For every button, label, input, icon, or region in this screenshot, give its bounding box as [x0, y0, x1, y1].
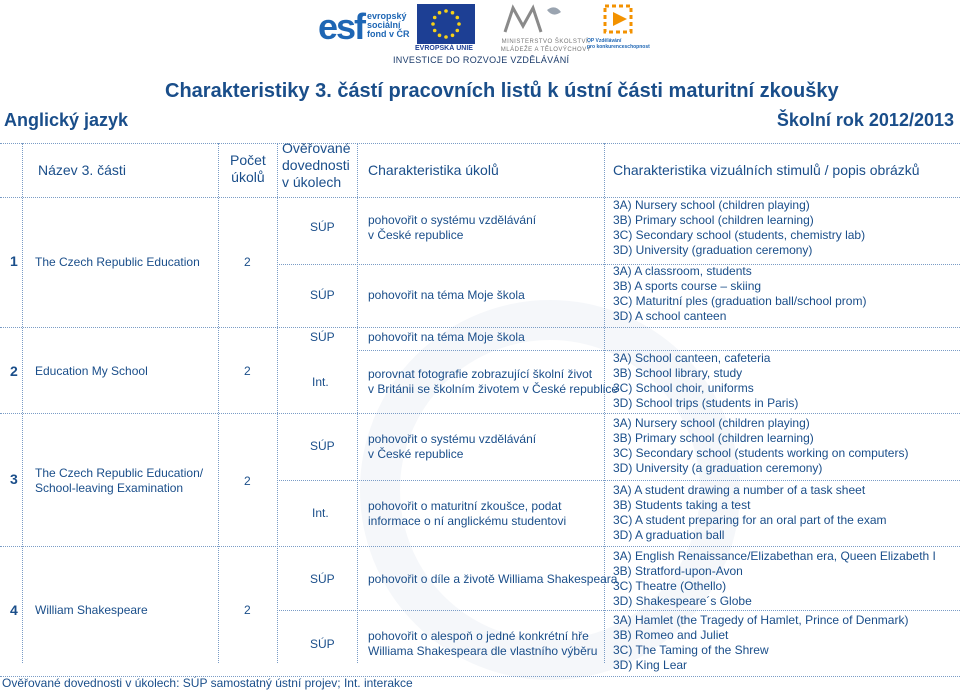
visual-description: 3A) Hamlet (the Tragedy of Hamlet, Prince of Denmark) 3B) Romeo and Juliet 3C) The Taming of the Shrew 3D) King Lear — [613, 613, 909, 672]
task-skill: Int. — [312, 375, 329, 389]
col-header-skills: Ověřované dovednosti v úkolech — [282, 140, 351, 190]
task-description: pohovořit o maturitní zkoušce, podat informace o ní anglickému studentovi — [368, 499, 567, 528]
row-count: 2 — [244, 255, 251, 269]
visual-description: 3A) A student drawing a number of a task sheet 3B) Students taking a test 3C) A student preparing for an oral part of the exam 3D) A graduation ball — [613, 483, 887, 542]
op-text: OP Vzdělávání pro konkurenceschopnost — [587, 38, 650, 50]
grid-line — [0, 327, 960, 328]
esf-logo-text: evropský sociální fond v ČR — [367, 11, 410, 39]
col-header-count: Počet úkolů — [230, 152, 266, 185]
visual-description: 3A) English Renaissance/Elizabethan era, Queen Elizabeth I 3B) Stratford-upon-Avon 3C) Theatre (Othello) 3D) Shakespeare´s Globe — [613, 549, 936, 608]
task-skill: SÚP — [310, 439, 335, 453]
visual-description: 3A) Nursery school (children playing) 3B) Primary school (children learning) 3C) Secondary school (students working on computers) 3D) University (a graduation ceremony) — [613, 416, 909, 475]
task-skill: SÚP — [310, 637, 335, 651]
footer-legend: Ověřované dovednosti v úkolech: SÚP samostatný ústní projev; Int. interakce — [2, 676, 413, 690]
school-year-label: Školní rok 2012/2013 — [776, 110, 954, 130]
task-description: porovnat fotografie zobrazující školní život v Británii se školním životem v České republice — [368, 367, 619, 396]
investice-slogan: INVESTICE DO ROZVOJE VZDĚLÁVÁNÍ — [393, 55, 570, 65]
row-number: 2 — [10, 363, 18, 379]
task-description: pohovořit o systému vzdělávání v České republice — [368, 432, 537, 461]
row-name: William Shakespeare — [35, 603, 148, 617]
grid-line — [0, 143, 960, 144]
grid-line — [0, 413, 960, 414]
grid-line — [277, 610, 960, 611]
col-header-name: Název 3. části — [38, 162, 126, 178]
row-name: The Czech Republic Education — [35, 255, 200, 269]
grid-line — [277, 480, 960, 481]
row-count: 2 — [244, 474, 251, 488]
visual-description: 3A) School canteen, cafeteria 3B) School library, study 3C) School choir, uniforms 3D) School trips (students in Paris) — [613, 351, 799, 410]
task-description: pohovořit o díle a životě Williama Shakespeara — [368, 572, 618, 586]
visual-description: 3A) Nursery school (children playing) 3B) Primary school (children learning) 3C) Secondary school (students, chemistry lab) 3D) University (graduation ceremony) — [613, 198, 866, 257]
task-description: pohovořit na téma Moje škola — [368, 330, 525, 344]
grid-line — [22, 143, 23, 663]
row-count: 2 — [244, 364, 251, 378]
eu-label: EVROPSKÁ UNIE — [415, 45, 473, 52]
task-description: pohovořit o systému vzdělávání v České republice — [368, 213, 537, 242]
msmt-text: MINISTERSTVO ŠKOLSTVÍ, MLÁDEŽE A TĚLOVÝCHOVY — [500, 39, 592, 53]
grid-line — [357, 143, 358, 663]
task-skill: SÚP — [310, 572, 335, 586]
row-number: 4 — [10, 602, 18, 618]
task-skill: SÚP — [310, 220, 335, 234]
task-skill: SÚP — [310, 330, 335, 344]
page-title: Charakteristiky 3. částí pracovních listů k ústní části maturitní zkoušky — [165, 80, 839, 102]
grid-line — [277, 143, 278, 663]
row-number: 3 — [10, 471, 18, 487]
row-name: Education My School — [35, 364, 148, 378]
col-header-visual-char: Charakteristika vizuálních stimulů / popis obrázků — [613, 162, 920, 178]
row-count: 2 — [244, 603, 251, 617]
row-name: The Czech Republic Education/ School-leaving Examination — [35, 466, 204, 495]
grid-line — [0, 546, 960, 547]
subject-label: Anglický jazyk — [4, 110, 129, 130]
esf-logo: esf — [318, 6, 365, 47]
row-number: 1 — [10, 253, 18, 269]
task-skill: SÚP — [310, 288, 335, 302]
task-description: pohovořit na téma Moje škola — [368, 288, 525, 302]
grid-line — [218, 143, 219, 663]
task-skill: Int. — [312, 506, 329, 520]
col-header-task-char: Charakteristika úkolů — [368, 162, 499, 178]
task-description: pohovořit o alespoň o jedné konkrétní hře Williama Shakespeara dle vlastního výběru — [368, 629, 598, 658]
eu-flag-icon — [417, 4, 475, 44]
visual-description: 3A) A classroom, students 3B) A sports course – skiing 3C) Maturitní ples (graduation ball/school prom) 3D) A school canteen — [613, 264, 867, 323]
